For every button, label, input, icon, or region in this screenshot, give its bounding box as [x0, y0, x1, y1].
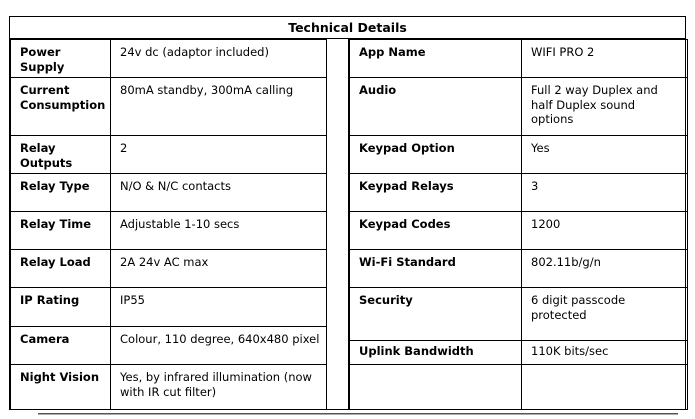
- spec-value: 1200: [522, 212, 688, 250]
- technical-details-table: [9, 16, 686, 410]
- table-row: [11, 78, 327, 136]
- table-row: [350, 212, 688, 250]
- spec-value: IP55: [111, 288, 327, 327]
- spec-value: 3: [522, 174, 688, 212]
- spec-label: Relay Time: [11, 212, 111, 250]
- left-spec-table: [10, 39, 327, 410]
- spec-value: Yes: [522, 136, 688, 174]
- table-row: [350, 136, 688, 174]
- table-row: [350, 365, 688, 410]
- spec-label: App Name: [350, 40, 522, 78]
- spec-label: Keypad Option: [350, 136, 522, 174]
- table-row: [11, 365, 327, 410]
- spec-value: 80mA standby, 300mA calling: [111, 78, 327, 136]
- spec-label: Uplink Bandwidth: [350, 341, 522, 365]
- spec-label: Audio: [350, 78, 522, 136]
- spec-label: Security: [350, 288, 522, 341]
- table-title: Technical Details: [10, 17, 685, 39]
- spec-value: N/O & N/C contacts: [111, 174, 327, 212]
- table-row: [11, 327, 327, 365]
- spec-value: 802.11b/g/n: [522, 250, 688, 288]
- spec-value: 6 digit passcode protected: [522, 288, 688, 341]
- table-row: [11, 288, 327, 327]
- spec-label: Keypad Codes: [350, 212, 522, 250]
- table-row: [350, 341, 688, 365]
- spec-label: Relay Outputs: [11, 136, 111, 174]
- table-row: [11, 40, 327, 78]
- right-spec-table: [349, 39, 688, 410]
- spec-label: Keypad Relays: [350, 174, 522, 212]
- spec-label: Relay Type: [11, 174, 111, 212]
- spec-label: Power Supply: [11, 40, 111, 78]
- table-row: [11, 136, 327, 174]
- bottom-divider: [38, 413, 678, 415]
- spec-value: Adjustable 1-10 secs: [111, 212, 327, 250]
- table-row: [350, 288, 688, 341]
- spec-label: Night Vision: [11, 365, 111, 410]
- table-row: [11, 212, 327, 250]
- table-row: [350, 174, 688, 212]
- spec-label: Wi-Fi Standard: [350, 250, 522, 288]
- table-row: [11, 174, 327, 212]
- spec-label: IP Rating: [11, 288, 111, 327]
- column-gutter: [326, 39, 349, 409]
- spec-value: Full 2 way Duplex and half Duplex sound options: [522, 78, 688, 136]
- spec-label: Current Consumption: [11, 78, 111, 136]
- spec-label: Relay Load: [11, 250, 111, 288]
- spec-value: 24v dc (adaptor included): [111, 40, 327, 78]
- spec-value: Yes, by infrared illumination (now with IR cut filter): [111, 365, 327, 410]
- spec-label: [350, 365, 522, 410]
- spec-value: WIFI PRO 2: [522, 40, 688, 78]
- table-row: [350, 40, 688, 78]
- table-row: [350, 250, 688, 288]
- spec-value: 110K bits/sec: [522, 341, 688, 365]
- spec-value: 2: [111, 136, 327, 174]
- spec-value: [522, 365, 688, 410]
- table-row: [350, 78, 688, 136]
- spec-value: 2A 24v AC max: [111, 250, 327, 288]
- table-row: [11, 250, 327, 288]
- spec-value: Colour, 110 degree, 640x480 pixel: [111, 327, 327, 365]
- spec-label: Camera: [11, 327, 111, 365]
